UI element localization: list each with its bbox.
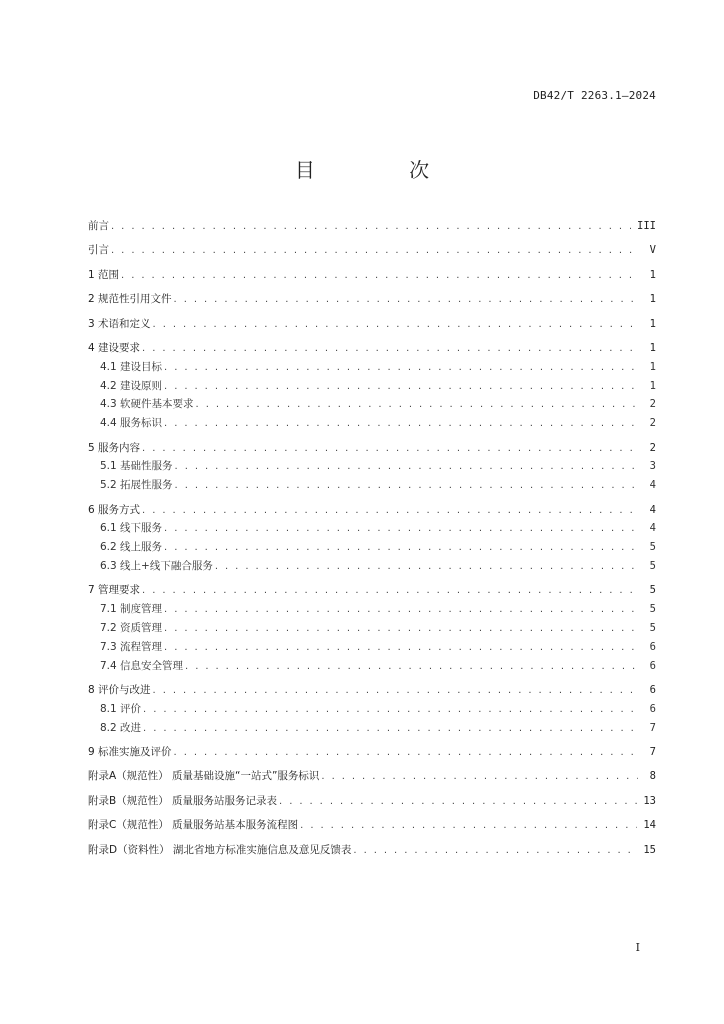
toc-entry[interactable] [88, 768, 656, 783]
toc-entry-label: 7 管理要求 [88, 584, 141, 597]
toc-entry-label: 前言 [88, 220, 109, 232]
toc-entry[interactable] [88, 218, 656, 233]
toc-entry-page: 1 [649, 360, 656, 373]
toc-entry-page: 3 [649, 460, 656, 473]
toc-entry[interactable] [88, 582, 656, 597]
toc-entry-label: 7.2 资质管理 [100, 622, 163, 634]
toc-entry-label: 引言 [88, 244, 109, 257]
page-number: I [635, 941, 640, 954]
toc-entry-page: 1 [649, 317, 656, 330]
toc-leader-dots [153, 319, 638, 330]
toc-entry-page: 6 [649, 659, 656, 672]
toc-entry-label: 8.1 评价 [100, 702, 142, 715]
toc-entry-label: 6.2 线上服务 [100, 541, 163, 554]
toc-leader-dots [143, 704, 638, 715]
toc-entry-label: 4.3 软硬件基本要求 [100, 398, 194, 411]
toc-leader-dots [164, 542, 638, 553]
toc-entry[interactable] [88, 267, 656, 282]
toc-entry-label: 1 范围 [88, 268, 120, 281]
toc-entry[interactable] [88, 291, 656, 306]
toc-entry-label: 8.2 改进 [100, 721, 142, 734]
toc-entry-page: 6 [649, 684, 656, 696]
toc-entry[interactable] [88, 793, 656, 808]
toc-entry-label: 6 服务方式 [88, 503, 141, 516]
toc-entry[interactable] [88, 720, 656, 735]
toc-leader-dots [164, 381, 638, 392]
toc-leader-dots [174, 747, 638, 758]
toc-entry-page: 7 [649, 721, 656, 734]
standard-code: DB42/T 2263.1—2024 [533, 89, 656, 102]
toc-entry-page: 1 [649, 379, 656, 392]
toc-leader-dots [353, 845, 637, 856]
toc-entry[interactable] [88, 620, 656, 635]
toc-leader-dots [142, 443, 638, 454]
toc-entry[interactable] [88, 502, 656, 517]
toc-entry-label: 附录B（规范性） 质量服务站服务记录表 [88, 794, 278, 807]
toc-entry-page: V [649, 244, 656, 257]
toc-entry[interactable] [88, 817, 656, 832]
toc-entry[interactable] [88, 658, 656, 673]
toc-entry-page: 4 [649, 522, 656, 535]
toc-entry-label: 8 评价与改进 [88, 684, 151, 696]
toc-entry-page: 5 [649, 584, 656, 597]
toc-entry[interactable] [88, 242, 656, 257]
toc-entry-label: 7.4 信息安全管理 [100, 659, 184, 672]
toc-entry-label: 9 标准实施及评价 [88, 746, 172, 758]
toc-entry-page: 5 [649, 603, 656, 616]
toc-leader-dots [175, 461, 638, 472]
toc-entry-page: 4 [649, 503, 656, 516]
toc-entry[interactable] [88, 359, 656, 374]
toc-leader-dots [142, 343, 638, 354]
toc-entry-page: 2 [649, 441, 656, 454]
toc-entry[interactable] [88, 639, 656, 654]
toc-leader-dots [174, 294, 638, 305]
toc-entry-page: 2 [649, 398, 656, 411]
toc-entry-label: 3 术语和定义 [88, 317, 151, 330]
toc-leader-dots [111, 221, 631, 232]
toc-leader-dots [142, 505, 638, 516]
toc-entry-page: III [637, 220, 656, 232]
toc-entry-page: 4 [649, 479, 656, 492]
toc-leader-dots [164, 604, 638, 615]
toc-leader-dots [153, 685, 638, 696]
toc-entry-label: 4.4 服务标识 [100, 417, 163, 430]
toc-leader-dots [175, 480, 638, 491]
toc-entry[interactable] [88, 842, 656, 857]
toc-leader-dots [215, 561, 638, 572]
toc-entry[interactable] [88, 520, 656, 535]
toc-entry[interactable] [88, 316, 656, 331]
toc-entry-label: 7.3 流程管理 [100, 640, 163, 653]
toc-entry[interactable] [88, 558, 656, 573]
toc-entry-page: 1 [649, 342, 656, 354]
toc-entry-page: 5 [649, 622, 656, 634]
toc-entry[interactable] [88, 396, 656, 411]
toc-entry-label: 7.1 制度管理 [100, 603, 163, 616]
toc-entry-label: 附录A（规范性） 质量基础设施“一站式”服务标识 [88, 770, 320, 783]
toc-entry-label: 5.1 基础性服务 [100, 460, 173, 473]
toc-entry-page: 14 [643, 819, 656, 832]
toc-entry[interactable] [88, 340, 656, 355]
toc-entry-page: 7 [649, 746, 656, 758]
toc-entry[interactable] [88, 477, 656, 492]
toc-leader-dots [121, 270, 638, 281]
toc-leader-dots [185, 661, 638, 672]
toc-entry[interactable] [88, 701, 656, 716]
toc-entry[interactable] [88, 440, 656, 455]
toc-entry[interactable] [88, 601, 656, 616]
toc-leader-dots [164, 418, 638, 429]
toc-leader-dots [164, 362, 638, 373]
toc-entry-label: 附录C（规范性） 质量服务站基本服务流程图 [88, 819, 299, 832]
toc-leader-dots [164, 623, 638, 634]
toc-entry-page: 5 [649, 541, 656, 554]
toc-entry-page: 8 [649, 770, 656, 783]
toc-entry-label: 5 服务内容 [88, 441, 141, 454]
toc-entry-page: 6 [649, 640, 656, 653]
toc-entry-page: 15 [643, 843, 656, 856]
toc-entry-label: 5.2 拓展性服务 [100, 479, 173, 492]
toc-entry-label: 6.3 线上+线下融合服务 [100, 560, 213, 572]
toc-leader-dots [164, 523, 638, 534]
toc-entry-label: 4.1 建设目标 [100, 360, 163, 373]
toc-entry-label: 附录D（资料性） 湖北省地方标准实施信息及意见反馈表 [88, 843, 352, 856]
toc-entry[interactable] [88, 378, 656, 393]
page-title: 目 次 [294, 158, 474, 182]
toc-entry-label: 2 规范性引用文件 [88, 293, 172, 306]
toc-leader-dots [143, 723, 638, 734]
toc-entry[interactable] [88, 458, 656, 473]
toc-leader-dots [321, 771, 638, 782]
toc-leader-dots [142, 585, 638, 596]
toc-entry[interactable] [88, 744, 656, 759]
toc-entry-page: 13 [643, 794, 656, 807]
toc-entry[interactable] [88, 539, 656, 554]
toc-entry-page: 2 [649, 417, 656, 430]
toc-entry-page: 1 [649, 293, 656, 306]
toc-leader-dots [196, 399, 638, 410]
toc-entry-page: 5 [649, 560, 656, 572]
toc-leader-dots [111, 245, 638, 256]
toc-leader-dots [300, 820, 637, 831]
toc-entry-page: 1 [649, 268, 656, 281]
toc-entry[interactable] [88, 682, 656, 697]
toc-entry-label: 6.1 线下服务 [100, 522, 163, 535]
toc-entry-label: 4 建设要求 [88, 342, 141, 354]
toc-entry[interactable] [88, 415, 656, 430]
toc-leader-dots [279, 796, 637, 807]
toc-entry-label: 4.2 建设原则 [100, 379, 163, 392]
toc-leader-dots [164, 642, 638, 653]
toc-entry-page: 6 [649, 702, 656, 715]
